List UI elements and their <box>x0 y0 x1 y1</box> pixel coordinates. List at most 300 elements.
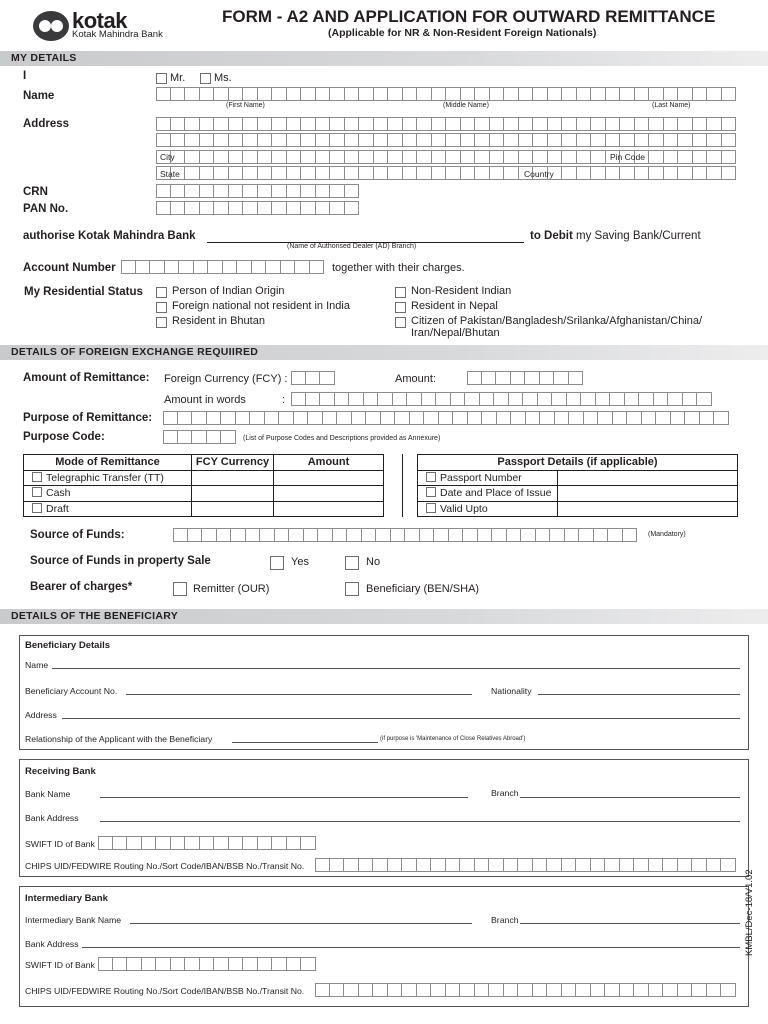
mode-cash[interactable] <box>24 486 192 502</box>
char-box[interactable] <box>301 117 316 131</box>
char-box[interactable] <box>403 150 418 164</box>
char-box[interactable] <box>345 166 360 180</box>
char-box[interactable] <box>693 166 708 180</box>
char-box[interactable] <box>287 87 302 101</box>
char-box[interactable] <box>436 392 451 406</box>
char-box[interactable] <box>461 150 476 164</box>
char-box[interactable] <box>721 983 736 997</box>
draft-fcy-cell[interactable] <box>192 501 274 517</box>
char-box[interactable] <box>417 117 432 131</box>
char-box[interactable] <box>316 87 331 101</box>
char-box[interactable] <box>490 87 505 101</box>
char-box[interactable] <box>407 392 422 406</box>
char-box[interactable] <box>315 983 330 997</box>
char-box[interactable] <box>200 957 215 971</box>
char-box[interactable] <box>330 166 345 180</box>
char-box[interactable] <box>613 411 628 425</box>
char-box[interactable] <box>707 133 722 147</box>
char-box[interactable] <box>567 392 582 406</box>
char-box[interactable] <box>511 371 526 385</box>
char-box[interactable] <box>649 117 664 131</box>
char-box[interactable] <box>432 166 447 180</box>
char-box[interactable] <box>642 411 657 425</box>
char-box[interactable] <box>533 150 548 164</box>
char-box[interactable] <box>519 133 534 147</box>
char-box[interactable] <box>519 150 534 164</box>
char-box[interactable] <box>550 528 565 542</box>
crn-input[interactable] <box>156 184 359 198</box>
char-box[interactable] <box>330 87 345 101</box>
char-box[interactable] <box>620 133 635 147</box>
char-box[interactable] <box>504 150 519 164</box>
ib-name-input[interactable] <box>130 923 472 924</box>
char-box[interactable] <box>333 528 348 542</box>
char-box[interactable] <box>171 87 186 101</box>
char-box[interactable] <box>467 371 482 385</box>
char-box[interactable] <box>200 201 215 215</box>
char-box[interactable] <box>345 201 360 215</box>
rb-chips-input[interactable] <box>315 858 736 872</box>
char-box[interactable] <box>620 983 635 997</box>
char-box[interactable] <box>538 392 553 406</box>
char-box[interactable] <box>200 184 215 198</box>
property-yes-checkbox[interactable] <box>270 556 284 570</box>
char-box[interactable] <box>722 150 737 164</box>
char-box[interactable] <box>214 184 229 198</box>
char-box[interactable] <box>434 528 449 542</box>
char-box[interactable] <box>301 184 316 198</box>
char-box[interactable] <box>664 133 679 147</box>
char-box[interactable] <box>185 184 200 198</box>
char-box[interactable] <box>664 117 679 131</box>
char-box[interactable] <box>246 528 261 542</box>
char-box[interactable] <box>301 166 316 180</box>
char-box[interactable] <box>200 133 215 147</box>
char-box[interactable] <box>243 87 258 101</box>
char-box[interactable] <box>692 983 707 997</box>
char-box[interactable] <box>449 528 464 542</box>
char-box[interactable] <box>548 87 563 101</box>
char-box[interactable] <box>207 430 222 444</box>
char-box[interactable] <box>185 117 200 131</box>
char-box[interactable] <box>417 87 432 101</box>
char-box[interactable] <box>388 133 403 147</box>
char-box[interactable] <box>214 133 229 147</box>
char-box[interactable] <box>301 836 316 850</box>
char-box[interactable] <box>475 117 490 131</box>
char-box[interactable] <box>173 528 188 542</box>
char-box[interactable] <box>606 117 621 131</box>
passport-number-cell[interactable] <box>418 470 558 486</box>
char-box[interactable] <box>664 87 679 101</box>
char-box[interactable] <box>316 184 331 198</box>
ben-address-input[interactable] <box>62 718 740 719</box>
char-box[interactable] <box>185 957 200 971</box>
char-box[interactable] <box>461 87 476 101</box>
tt-checkbox[interactable] <box>32 472 42 482</box>
ib-swift-input[interactable] <box>98 957 316 971</box>
char-box[interactable] <box>577 87 592 101</box>
char-box[interactable] <box>171 201 186 215</box>
char-box[interactable] <box>533 858 548 872</box>
char-box[interactable] <box>402 983 417 997</box>
char-box[interactable] <box>258 166 273 180</box>
char-box[interactable] <box>229 201 244 215</box>
char-box[interactable] <box>663 858 678 872</box>
char-box[interactable] <box>192 430 207 444</box>
char-box[interactable] <box>221 430 236 444</box>
pan-input[interactable] <box>156 201 359 215</box>
char-box[interactable] <box>432 133 447 147</box>
char-box[interactable] <box>475 87 490 101</box>
char-box[interactable] <box>258 836 273 850</box>
ib-branch-input[interactable] <box>520 923 740 924</box>
cash-checkbox[interactable] <box>32 487 42 497</box>
passport-issue-cell[interactable] <box>418 486 558 502</box>
char-box[interactable] <box>581 392 596 406</box>
char-box[interactable] <box>171 957 186 971</box>
status-foreign-national-checkbox[interactable] <box>156 302 167 313</box>
char-box[interactable] <box>378 392 393 406</box>
property-no-checkbox[interactable] <box>345 556 359 570</box>
char-box[interactable] <box>521 528 536 542</box>
char-box[interactable] <box>214 836 229 850</box>
char-box[interactable] <box>403 166 418 180</box>
char-box[interactable] <box>345 133 360 147</box>
char-box[interactable] <box>533 117 548 131</box>
char-box[interactable] <box>287 957 302 971</box>
char-box[interactable] <box>318 528 333 542</box>
char-box[interactable] <box>591 150 606 164</box>
char-box[interactable] <box>504 858 519 872</box>
char-box[interactable] <box>635 166 650 180</box>
char-box[interactable] <box>403 117 418 131</box>
passport-number-value[interactable] <box>558 470 738 486</box>
char-box[interactable] <box>156 117 171 131</box>
char-box[interactable] <box>548 150 563 164</box>
char-box[interactable] <box>664 150 679 164</box>
char-box[interactable] <box>451 392 466 406</box>
char-box[interactable] <box>533 87 548 101</box>
char-box[interactable] <box>373 983 388 997</box>
char-box[interactable] <box>562 166 577 180</box>
purpose-code-input[interactable] <box>163 430 236 444</box>
char-box[interactable] <box>121 260 136 274</box>
char-box[interactable] <box>591 117 606 131</box>
char-box[interactable] <box>208 260 223 274</box>
char-box[interactable] <box>490 117 505 131</box>
char-box[interactable] <box>480 392 495 406</box>
char-box[interactable] <box>577 166 592 180</box>
cash-fcy-cell[interactable] <box>192 486 274 502</box>
rb-address-input[interactable] <box>100 821 740 822</box>
char-box[interactable] <box>490 166 505 180</box>
char-box[interactable] <box>301 87 316 101</box>
status-nepal-checkbox[interactable] <box>395 302 406 313</box>
char-box[interactable] <box>475 983 490 997</box>
char-box[interactable] <box>335 392 350 406</box>
char-box[interactable] <box>388 150 403 164</box>
char-box[interactable] <box>330 858 345 872</box>
char-box[interactable] <box>405 528 420 542</box>
char-box[interactable] <box>519 87 534 101</box>
char-box[interactable] <box>337 411 352 425</box>
char-box[interactable] <box>359 87 374 101</box>
char-box[interactable] <box>494 392 509 406</box>
char-box[interactable] <box>634 858 649 872</box>
char-box[interactable] <box>504 166 519 180</box>
char-box[interactable] <box>697 392 712 406</box>
state-country-row[interactable] <box>156 166 736 180</box>
char-box[interactable] <box>417 150 432 164</box>
mr-checkbox[interactable] <box>156 73 167 84</box>
char-box[interactable] <box>388 87 403 101</box>
char-box[interactable] <box>565 528 580 542</box>
char-box[interactable] <box>432 87 447 101</box>
char-box[interactable] <box>275 528 290 542</box>
char-box[interactable] <box>605 858 620 872</box>
status-nri-checkbox[interactable] <box>395 287 406 298</box>
char-box[interactable] <box>301 133 316 147</box>
char-box[interactable] <box>547 858 562 872</box>
char-box[interactable] <box>540 411 555 425</box>
char-box[interactable] <box>279 411 294 425</box>
source-funds-input[interactable] <box>173 528 637 542</box>
char-box[interactable] <box>417 858 432 872</box>
char-box[interactable] <box>649 166 664 180</box>
char-box[interactable] <box>306 392 321 406</box>
status-citizen-checkbox[interactable] <box>395 317 406 328</box>
char-box[interactable] <box>214 150 229 164</box>
char-box[interactable] <box>229 133 244 147</box>
char-box[interactable] <box>678 166 693 180</box>
char-box[interactable] <box>554 371 569 385</box>
char-box[interactable] <box>422 392 437 406</box>
char-box[interactable] <box>258 957 273 971</box>
purpose-input[interactable] <box>163 411 729 425</box>
char-box[interactable] <box>540 371 555 385</box>
ib-chips-input[interactable] <box>315 983 736 997</box>
char-box[interactable] <box>202 528 217 542</box>
char-box[interactable] <box>330 201 345 215</box>
char-box[interactable] <box>330 983 345 997</box>
char-box[interactable] <box>598 411 613 425</box>
char-box[interactable] <box>200 117 215 131</box>
char-box[interactable] <box>562 983 577 997</box>
char-box[interactable] <box>468 411 483 425</box>
char-box[interactable] <box>323 411 338 425</box>
char-box[interactable] <box>252 260 267 274</box>
char-box[interactable] <box>403 133 418 147</box>
char-box[interactable] <box>217 528 232 542</box>
tt-fcy-cell[interactable] <box>192 470 274 486</box>
char-box[interactable] <box>237 260 252 274</box>
char-box[interactable] <box>678 983 693 997</box>
char-box[interactable] <box>446 150 461 164</box>
char-box[interactable] <box>707 858 722 872</box>
char-box[interactable] <box>591 858 606 872</box>
char-box[interactable] <box>591 166 606 180</box>
char-box[interactable] <box>243 201 258 215</box>
passport-number-checkbox[interactable] <box>426 472 436 482</box>
char-box[interactable] <box>649 133 664 147</box>
status-bhutan-checkbox[interactable] <box>156 317 167 328</box>
char-box[interactable] <box>136 260 151 274</box>
char-box[interactable] <box>693 133 708 147</box>
char-box[interactable] <box>523 392 538 406</box>
char-box[interactable] <box>98 957 113 971</box>
char-box[interactable] <box>635 87 650 101</box>
char-box[interactable] <box>287 166 302 180</box>
char-box[interactable] <box>113 957 128 971</box>
char-box[interactable] <box>722 87 737 101</box>
char-box[interactable] <box>625 392 640 406</box>
char-box[interactable] <box>185 166 200 180</box>
char-box[interactable] <box>330 133 345 147</box>
char-box[interactable] <box>316 133 331 147</box>
char-box[interactable] <box>344 858 359 872</box>
char-box[interactable] <box>591 133 606 147</box>
name-input[interactable] <box>156 87 736 101</box>
tt-amount-cell[interactable] <box>274 470 384 486</box>
char-box[interactable] <box>229 117 244 131</box>
char-box[interactable] <box>714 411 729 425</box>
char-box[interactable] <box>388 983 403 997</box>
char-box[interactable] <box>185 201 200 215</box>
char-box[interactable] <box>359 983 374 997</box>
char-box[interactable] <box>287 184 302 198</box>
char-box[interactable] <box>229 184 244 198</box>
char-box[interactable] <box>634 983 649 997</box>
char-box[interactable] <box>291 371 306 385</box>
char-box[interactable] <box>577 150 592 164</box>
char-box[interactable] <box>165 260 180 274</box>
char-box[interactable] <box>577 117 592 131</box>
char-box[interactable] <box>446 983 461 997</box>
passport-valid-cell[interactable] <box>418 501 558 517</box>
char-box[interactable] <box>518 983 533 997</box>
char-box[interactable] <box>504 133 519 147</box>
char-box[interactable] <box>376 528 391 542</box>
char-box[interactable] <box>156 201 171 215</box>
char-box[interactable] <box>281 260 296 274</box>
char-box[interactable] <box>475 150 490 164</box>
char-box[interactable] <box>518 858 533 872</box>
char-box[interactable] <box>606 166 621 180</box>
char-box[interactable] <box>608 528 623 542</box>
char-box[interactable] <box>287 836 302 850</box>
char-box[interactable] <box>171 836 186 850</box>
char-box[interactable] <box>306 371 321 385</box>
char-box[interactable] <box>395 411 410 425</box>
char-box[interactable] <box>446 166 461 180</box>
char-box[interactable] <box>345 87 360 101</box>
char-box[interactable] <box>207 411 222 425</box>
char-box[interactable] <box>707 150 722 164</box>
char-box[interactable] <box>265 411 280 425</box>
char-box[interactable] <box>214 166 229 180</box>
char-box[interactable] <box>229 836 244 850</box>
char-box[interactable] <box>316 150 331 164</box>
char-box[interactable] <box>231 528 246 542</box>
char-box[interactable] <box>272 133 287 147</box>
char-box[interactable] <box>685 411 700 425</box>
address-line-1[interactable] <box>156 117 736 131</box>
char-box[interactable] <box>403 87 418 101</box>
char-box[interactable] <box>620 858 635 872</box>
mode-tt[interactable] <box>24 470 192 486</box>
char-box[interactable] <box>591 87 606 101</box>
char-box[interactable] <box>287 201 302 215</box>
char-box[interactable] <box>243 150 258 164</box>
char-box[interactable] <box>460 983 475 997</box>
char-box[interactable] <box>223 260 238 274</box>
char-box[interactable] <box>171 184 186 198</box>
char-box[interactable] <box>236 411 251 425</box>
char-box[interactable] <box>229 957 244 971</box>
char-box[interactable] <box>475 166 490 180</box>
char-box[interactable] <box>320 392 335 406</box>
char-box[interactable] <box>163 430 178 444</box>
char-box[interactable] <box>569 371 584 385</box>
char-box[interactable] <box>533 983 548 997</box>
char-box[interactable] <box>639 392 654 406</box>
char-box[interactable] <box>156 184 171 198</box>
char-box[interactable] <box>320 371 335 385</box>
char-box[interactable] <box>200 166 215 180</box>
char-box[interactable] <box>594 528 609 542</box>
char-box[interactable] <box>536 528 551 542</box>
char-box[interactable] <box>381 411 396 425</box>
char-box[interactable] <box>606 133 621 147</box>
char-box[interactable] <box>185 150 200 164</box>
char-box[interactable] <box>243 184 258 198</box>
cash-amount-cell[interactable] <box>274 486 384 502</box>
ben-relationship-input[interactable] <box>232 742 378 743</box>
char-box[interactable] <box>548 117 563 131</box>
char-box[interactable] <box>577 133 592 147</box>
city-pincode-row[interactable] <box>156 150 736 164</box>
char-box[interactable] <box>359 117 374 131</box>
char-box[interactable] <box>417 133 432 147</box>
char-box[interactable] <box>668 392 683 406</box>
ben-nationality-input[interactable] <box>538 694 740 695</box>
char-box[interactable] <box>349 392 364 406</box>
char-box[interactable] <box>301 957 316 971</box>
char-box[interactable] <box>178 411 193 425</box>
char-box[interactable] <box>150 260 165 274</box>
char-box[interactable] <box>431 983 446 997</box>
char-box[interactable] <box>402 858 417 872</box>
char-box[interactable] <box>678 117 693 131</box>
char-box[interactable] <box>258 87 273 101</box>
char-box[interactable] <box>478 528 493 542</box>
char-box[interactable] <box>635 117 650 131</box>
char-box[interactable] <box>316 166 331 180</box>
char-box[interactable] <box>693 87 708 101</box>
char-box[interactable] <box>310 260 325 274</box>
char-box[interactable] <box>289 528 304 542</box>
char-box[interactable] <box>214 201 229 215</box>
char-box[interactable] <box>635 133 650 147</box>
char-box[interactable] <box>591 983 606 997</box>
char-box[interactable] <box>330 184 345 198</box>
char-box[interactable] <box>272 117 287 131</box>
rb-name-input[interactable] <box>100 797 468 798</box>
char-box[interactable] <box>489 983 504 997</box>
char-box[interactable] <box>649 150 664 164</box>
char-box[interactable] <box>664 166 679 180</box>
